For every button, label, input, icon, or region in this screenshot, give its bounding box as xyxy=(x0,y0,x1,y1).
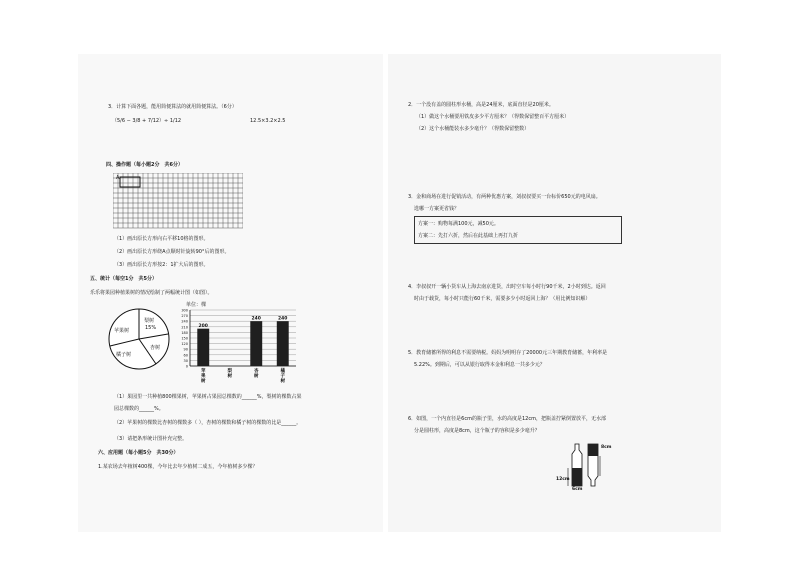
bar-value-label: 240 xyxy=(251,316,261,322)
pie-label-pear: 梨树 xyxy=(144,318,155,324)
section-4-title: 四、操作题（每小题2分 共6分） xyxy=(106,162,183,168)
y-tick-label: 150 xyxy=(181,336,188,341)
y-tick-label: 270 xyxy=(181,314,188,319)
x-category-label: 杏 xyxy=(254,369,259,374)
x-category-label: 果 xyxy=(201,374,206,379)
question-3: 3．计算下面各题，能用简便算法的就用简便算法。（6分） xyxy=(108,104,237,110)
problem-3-question: 选哪一方案更省钱？ xyxy=(414,206,460,212)
x-category-label: 树 xyxy=(201,379,206,384)
problem-2b: （2）这个水桶能装水多少毫升？（得数保留整数） xyxy=(416,126,530,132)
problem-2a: （1）做这个水桶要用铁皮多少平方厘米？（得数保留整百平方厘米） xyxy=(416,114,570,120)
problem-3: 3．金和商场在进行促销活动，有两种优惠方案，刘叔叔要买一台标价650元的电风扇。 xyxy=(408,194,601,200)
stat-question-1b: 园总棵数的______%。 xyxy=(114,406,164,412)
pie-label-percent: 15% xyxy=(145,325,157,331)
operation-2: （2）画出原长方形绕A点顺时针旋转90°后的图形。 xyxy=(114,249,230,255)
svg-text:A: A xyxy=(116,175,120,181)
pie-label-apple: 苹果树 xyxy=(114,328,130,334)
problem-4-line1: 4．李叔叔开一辆小货车从上海去南京进货，出时空车每小时行90千米，2小时到达。返回 xyxy=(408,284,606,290)
pie-label-apricot: 杏树 xyxy=(150,345,161,351)
problem-5-line2: 5.22%。到期后，可以从银行取得本金和利息一共多少元？ xyxy=(414,362,545,368)
x-category-label: 树 xyxy=(227,374,232,379)
dim-8cm: 8cm xyxy=(601,445,612,450)
operation-grid xyxy=(113,173,243,231)
left-page xyxy=(78,54,383,532)
stat-question-1a: （1）果园里一共种植800棵果树，苹果树占果园总棵数的______%，梨树的棵数占果 xyxy=(114,394,302,400)
operation-1: （1）画出原长方形向右平移10格的图形。 xyxy=(114,236,209,242)
y-tick-label: 90 xyxy=(183,347,188,352)
y-tick-label: 30 xyxy=(183,358,188,363)
plan-1: 方案一：购物每满100元，减50元。 xyxy=(418,221,499,227)
y-tick-label: 210 xyxy=(181,325,188,330)
y-tick-label: 300 xyxy=(181,308,188,313)
chart-unit-label: 单位：棵 xyxy=(186,302,207,308)
plan-2: 方案二：先打六折，然后在此基础上再打九折 xyxy=(418,233,519,239)
problem-5-line1: 5．教育储蓄所得的利息不需要纳税。妈妈为明明存了20000元三年期教育储蓄，年利率是 xyxy=(408,350,608,356)
expression-1: （5/6 − 3/8 + 7/12）÷ 1/12 xyxy=(112,118,182,124)
x-category-label: 子 xyxy=(280,374,285,379)
dim-12cm: 12cm xyxy=(556,477,570,482)
bar-value-label: 200 xyxy=(198,324,208,330)
application-1: 1.某农场去年植树400棵，今年比去年少植树二成五，今年植树多少棵？ xyxy=(98,464,258,470)
x-category-label: 树 xyxy=(280,379,285,384)
stat-question-3: （3）请把条形统计图补充完整。 xyxy=(114,436,188,442)
x-category-label: 梨 xyxy=(227,369,232,374)
bar-2 xyxy=(250,321,262,366)
x-category-label: 苹 xyxy=(201,369,206,374)
stat-question-2: （2）苹果树的棵数比杏树的棵数多（ ），杏树的棵数和橘子树的棵数的比是______。 xyxy=(114,420,302,426)
statistics-intro: 乐乐将果园种植果树的情况绘制了两幅统计图（如图）。 xyxy=(90,290,213,296)
y-tick-label: 180 xyxy=(181,330,188,335)
y-tick-label: 60 xyxy=(183,353,188,358)
pie-label-orange: 橘子树 xyxy=(116,352,132,358)
y-tick-label: 120 xyxy=(181,342,188,347)
section-6-title: 六、应用题（每小题5分 共30分） xyxy=(98,450,179,456)
y-tick-label: 0 xyxy=(185,364,188,369)
right-page xyxy=(388,54,721,532)
operation-3: （3）画出原长方形按2：1扩大后的图形。 xyxy=(114,262,209,268)
problem-4-line2: 时由于载货，每小时只能行60千米，需要多少小时返回上海？（用比例知识解） xyxy=(414,296,591,302)
section-5-title: 五、统计（每空1分 共5分） xyxy=(90,276,157,282)
x-category-label: 树 xyxy=(254,374,259,379)
problem-2: 2．一个没有盖的圆柱形水桶，高是24厘米，底面直径是20厘米。 xyxy=(408,102,554,108)
bar-chart xyxy=(176,300,306,390)
bar-3 xyxy=(277,321,289,366)
expression-2: 12.5×3.2×2.5 xyxy=(250,118,286,124)
dim-6cm: 6cm xyxy=(572,487,583,490)
bottle-diagram xyxy=(556,440,616,490)
bar-value-label: 240 xyxy=(278,316,288,322)
problem-6-line1: 6．如图，一个内直径是6cm的瓶子里，水的高度是12cm，把瓶盖拧紧倒置放平，无水部 xyxy=(408,416,606,422)
x-category-label: 橘 xyxy=(280,369,285,374)
y-tick-label: 240 xyxy=(181,319,188,324)
pie-chart xyxy=(106,306,172,372)
bar-0 xyxy=(197,329,209,366)
problem-6-line2: 分是圆柱形，高度是8cm，这个瓶子的容积是多少毫升？ xyxy=(414,428,540,434)
plans-box xyxy=(414,216,622,244)
